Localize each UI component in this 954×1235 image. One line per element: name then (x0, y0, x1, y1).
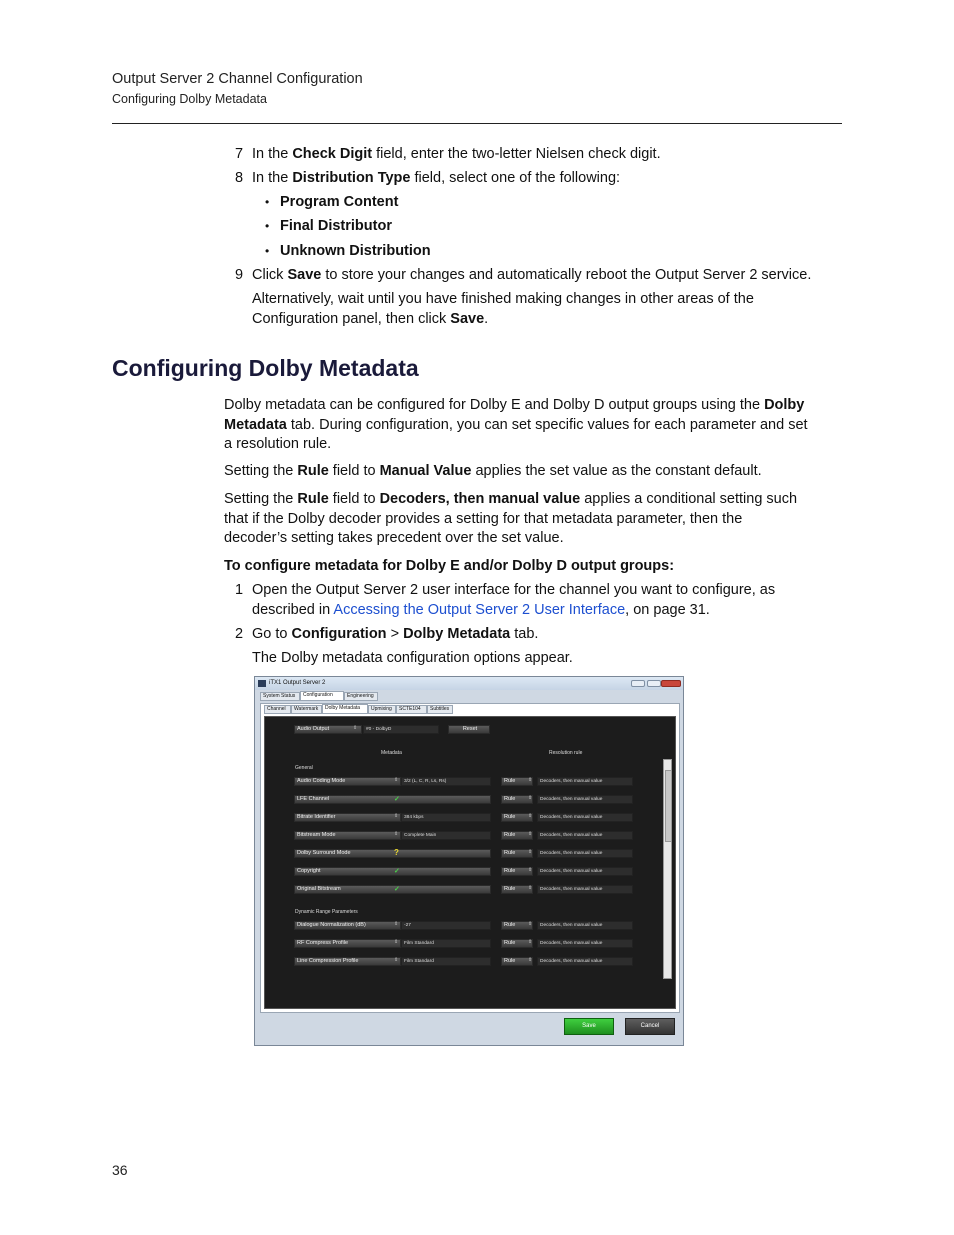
step-number: 8 (235, 170, 244, 186)
manual-value-paragraph: Setting the Rule field to Manual Value applies the set value as the constant default. (224, 463, 762, 479)
rule-label: Rule (501, 777, 533, 786)
column-header-rule: Resolution rule (549, 750, 583, 756)
tab-system-status[interactable]: System Status (260, 692, 300, 701)
rule-label: Rule (501, 831, 533, 840)
bullet-item: • Unknown Distribution (280, 243, 431, 259)
rule-label: Rule (501, 939, 533, 948)
param-value[interactable]: Film Standard (401, 957, 491, 966)
spinner-icon[interactable]: ⇕ (528, 813, 533, 819)
rule-label: Rule (501, 867, 533, 876)
spinner-icon[interactable]: ⇕ (528, 777, 533, 783)
spinner-icon[interactable]: ⇕ (528, 957, 533, 963)
tab-configuration[interactable]: Configuration (300, 691, 344, 701)
step-9-text: Click Save to store your changes and automatically reboot the Output Server 2 service. (252, 267, 812, 283)
spinner-icon[interactable]: ⇕ (528, 867, 533, 873)
rule-label: Rule (501, 957, 533, 966)
decoders-paragraph: Setting the Rule field to Decoders, then manual value applies a conditional setting such that if the Dolby decoder provides a setting for that metadata parameter, then the decoder’s setting takes precedent over the set value. (224, 491, 798, 546)
spinner-icon[interactable]: ⇕ (528, 921, 533, 927)
column-header-metadata: Metadata (381, 750, 402, 756)
close-icon[interactable] (661, 680, 681, 687)
window-title: iTX1 Output Server 2 (269, 680, 326, 686)
spinner-icon[interactable]: ⇕ (394, 813, 399, 819)
step-1-text: Open the Output Server 2 user interface for the channel you want to configure, as described in Accessing the Output Server 2 User Interface, on page 31. (252, 582, 776, 618)
param-name: Original Bitstream (294, 885, 491, 894)
param-name: LFE Channel (294, 795, 491, 804)
step-number: 1 (235, 582, 244, 598)
group-label-dynamic-range: Dynamic Range Parameters (295, 909, 358, 915)
indeterminate-checkbox[interactable]: ? (394, 848, 399, 857)
checkbox-checked[interactable]: ✓ (394, 796, 400, 803)
rule-select[interactable]: Decoders, then manual value (537, 831, 633, 840)
step-number: 7 (235, 146, 244, 162)
param-value[interactable]: 384 kbps (401, 813, 491, 822)
running-header-subtitle: Configuring Dolby Metadata (112, 92, 267, 106)
dolby-metadata-screenshot (254, 676, 684, 1046)
audio-output-select[interactable]: #0 - DolbyD (363, 725, 439, 734)
param-value[interactable]: 3/2 (L, C, R, Ls, Rs) (401, 777, 491, 786)
rule-select[interactable]: Decoders, then manual value (537, 795, 633, 804)
rule-select[interactable]: Decoders, then manual value (537, 849, 633, 858)
rule-select[interactable]: Decoders, then manual value (537, 813, 633, 822)
procedure-heading: To configure metadata for Dolby E and/or Dolby D output groups: (224, 558, 675, 574)
rule-label: Rule (501, 849, 533, 858)
param-value[interactable]: Film Standard (401, 939, 491, 948)
spinner-icon[interactable]: ⇕ (528, 885, 533, 891)
rule-label: Rule (501, 921, 533, 930)
rule-select[interactable]: Decoders, then manual value (537, 867, 633, 876)
param-value[interactable]: Complete Main (401, 831, 491, 840)
rule-label: Rule (501, 813, 533, 822)
cancel-button[interactable]: Cancel (625, 1018, 675, 1035)
rule-select[interactable]: Decoders, then manual value (537, 777, 633, 786)
bullet-item: • Program Content (280, 194, 398, 210)
checkbox-checked[interactable]: ✓ (394, 886, 400, 893)
scrollbar-thumb[interactable] (665, 770, 672, 842)
param-name: Bitstream Mode (294, 831, 401, 840)
spinner-icon[interactable]: ⇕ (353, 725, 358, 731)
rule-label: Rule (501, 885, 533, 894)
running-header-title: Output Server 2 Channel Configuration (112, 71, 363, 87)
spinner-icon[interactable]: ⇕ (528, 849, 533, 855)
spinner-icon[interactable]: ⇕ (394, 921, 399, 927)
tab-channel[interactable]: Channel (264, 705, 291, 714)
app-icon (258, 680, 266, 687)
reset-button[interactable]: Reset (448, 725, 490, 734)
rule-label: Rule (501, 795, 533, 804)
rule-select[interactable]: Decoders, then manual value (537, 939, 633, 948)
checkbox-checked[interactable]: ✓ (394, 868, 400, 875)
param-value[interactable]: -27 (401, 921, 491, 930)
page-number: 36 (112, 1162, 128, 1178)
tab-scte104[interactable]: SCTE104 (396, 705, 427, 714)
rule-select[interactable]: Decoders, then manual value (537, 885, 633, 894)
spinner-icon[interactable]: ⇕ (394, 831, 399, 837)
rule-select[interactable]: Decoders, then manual value (537, 957, 633, 966)
param-name: Dolby Surround Mode (294, 849, 491, 858)
step-7-text: In the Check Digit field, enter the two-letter Nielsen check digit. (252, 146, 661, 162)
spinner-icon[interactable]: ⇕ (394, 777, 399, 783)
spinner-icon[interactable]: ⇕ (528, 831, 533, 837)
tab-watermark[interactable]: Watermark (291, 705, 322, 714)
spinner-icon[interactable]: ⇕ (528, 795, 533, 801)
step-2-text: Go to Configuration > Dolby Metadata tab. (252, 626, 539, 642)
step-number: 2 (235, 626, 244, 642)
param-name: Audio Coding Mode (294, 777, 401, 786)
tab-upmixing[interactable]: Upmixing (368, 705, 396, 714)
step-9-alternative: Alternatively, wait until you have finished making changes in other areas of the Configuration panel, then click Save. (252, 291, 754, 327)
spinner-icon[interactable]: ⇕ (394, 957, 399, 963)
step-8-text: In the Distribution Type field, select one of the following: (252, 170, 621, 186)
audio-output-label: Audio Output (294, 725, 362, 734)
group-label-general: General (295, 765, 313, 771)
param-name: Line Compression Profile (294, 957, 401, 966)
bullet-item: • Final Distributor (280, 218, 392, 234)
section-heading: Configuring Dolby Metadata (112, 355, 419, 381)
param-name: Dialogue Normalization (dB) (294, 921, 401, 930)
window-titlebar (255, 677, 683, 690)
step-number: 9 (235, 267, 244, 283)
cross-reference-link[interactable]: Accessing the Output Server 2 User Interface (333, 601, 626, 618)
param-name: Bitrate Identifier (294, 813, 401, 822)
rule-select[interactable]: Decoders, then manual value (537, 921, 633, 930)
scrollbar[interactable] (663, 759, 672, 979)
maximize-icon[interactable] (647, 680, 661, 687)
header-divider (112, 123, 842, 124)
param-name: Copyright (294, 867, 491, 876)
spinner-icon[interactable]: ⇕ (394, 939, 399, 945)
intro-paragraph: Dolby metadata can be configured for Dolby E and Dolby D output groups using the Dolby Metadata tab. During configuration, you can set specific values for each parameter and set a resolution rule. (224, 397, 808, 452)
tab-subtitles[interactable]: Subtitles (427, 705, 453, 714)
param-name: RF Compress Profile (294, 939, 401, 948)
spinner-icon[interactable]: ⇕ (528, 939, 533, 945)
save-button[interactable]: Save (564, 1018, 614, 1035)
step-2-result: The Dolby metadata configuration options appear. (252, 650, 573, 666)
tab-engineering[interactable]: Engineering (344, 692, 378, 701)
tab-dolby-metadata[interactable]: Dolby Metadata (322, 704, 368, 714)
minimize-icon[interactable] (631, 680, 645, 687)
